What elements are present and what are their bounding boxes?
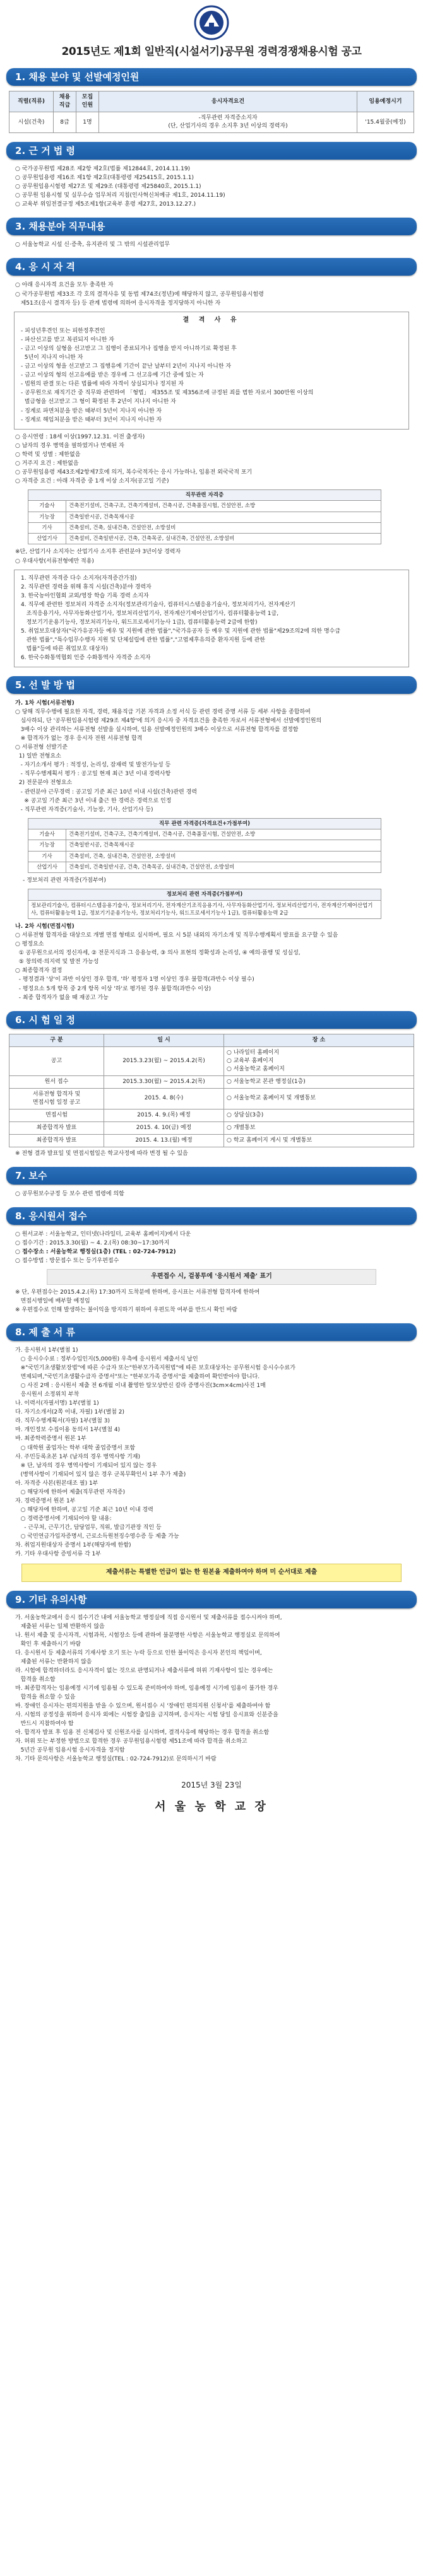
table-cell: 기능장 bbox=[28, 840, 66, 851]
qual-line: ○ 국가공무원법 제33조 각 호의 결격사유 및 동법 제74조(정년)에 해당하지 않고, 공무원임용시험령 bbox=[15, 291, 264, 298]
selection-line: ※ 합격자가 없는 경우 응시자 전원 서류전형 합격 bbox=[15, 735, 143, 742]
section-qualification bbox=[6, 276, 417, 667]
section-title: 응 시 자 격 bbox=[28, 261, 75, 273]
table-row bbox=[28, 840, 381, 851]
table-header: 장 소 bbox=[224, 1034, 414, 1046]
qual-line: ○ 공무원임용령 제43조제2항제7호에 의거, 복수국적자는 응시 가능하나, 임용전 외국국적 포기 bbox=[15, 469, 253, 476]
schedule-table bbox=[9, 1034, 414, 1147]
qual-line: ○ 남자의 경우 병역을 필하였거나 면제된 자 bbox=[15, 442, 124, 449]
selection-line: 3배수 이상 관리하는 서류전형 선발을 실시하여, 임용 선발예정인원의 3배수 이상으로 서류전형 합격자를 결정함 bbox=[15, 727, 299, 734]
doc-item: 나. 이력서(자필서명) 1부(별첨 1) bbox=[15, 1400, 99, 1407]
note-item: 합격을 취소함 bbox=[15, 1676, 56, 1683]
table-header: 채용 직급 bbox=[54, 91, 76, 112]
selection-line: - 직무관련 자격증(기술사, 기능장, 기사, 산업기사 등) bbox=[15, 806, 153, 813]
section-apply bbox=[6, 1225, 417, 1314]
table-cell: '15.4월중(예정) bbox=[357, 112, 414, 133]
docs-notice-banner: 제출서류는 특별한 언급이 없는 한 원본을 제출하여야 하며 미 순서대로 제출 bbox=[21, 1564, 402, 1582]
note-item: 반드시 지참하여야 함 bbox=[15, 1721, 74, 1728]
apply-line: ○ 접수장소 : 서울농학교 행정실(1층) (TEL : 02-724-7912) bbox=[15, 1249, 176, 1256]
table-cell: 면접시험 bbox=[9, 1109, 104, 1121]
qual-line: 제51조(응시 결격자 등) 등 관계 법령에 의하여 응시자격을 정지당하지 아니한 자 bbox=[15, 300, 221, 307]
table-cell: ○ 서울농학교 본관 행정실(1층) bbox=[224, 1075, 414, 1088]
section-heading-5: 5. 선 발 방 법 bbox=[6, 676, 417, 694]
table-cell: 2015. 4. 10(금) 예정 bbox=[104, 1121, 224, 1134]
table-cell: 산업기사 bbox=[28, 534, 66, 544]
section-heading-3: 3. 채용분야 직무내용 bbox=[6, 218, 417, 235]
table-cell: ○ 나라일터 홈페이지 ○ 교육부 홈페이지 ○ 서울농학교 홈페이지 bbox=[224, 1046, 414, 1075]
pref-cert-table-title: 직무 관련 자격증(자격요건+가점부여) bbox=[28, 818, 381, 829]
table-cell: -직무관련 자격증소지자 (단, 산업기사의 경우 소지후 3년 이상의 경력자) bbox=[99, 112, 357, 133]
table-cell: 건축일반시공, 건축목재시공 bbox=[66, 512, 381, 522]
table-cell: 건축전기설비, 건축구조, 건축기계설비, 건축시공, 건축품질시험, 건설안전, 소방 bbox=[66, 829, 381, 840]
section-title: 제 출 서 류 bbox=[28, 1326, 75, 1338]
doc-item: 차. 취업지원대상자 증명서 1부(해당자에 한함) bbox=[15, 1542, 131, 1549]
note-item: 확인 후 제출하시기 바람 bbox=[15, 1641, 81, 1648]
table-header-row bbox=[9, 91, 414, 112]
table-cell: 기술사 bbox=[28, 501, 66, 512]
note-item: 차. 기타 문의사항은 서울농학교 행정실(TEL : 02-724-7912)로 문의하시기 바람 bbox=[15, 1756, 217, 1763]
section-heading-8b: 8. 제 출 서 류 bbox=[6, 1323, 417, 1341]
apply-note: ※ 우편접수로 인해 발생하는 불이익을 방지하기 위하여 우편도착 여부를 반드시 확인 바람 bbox=[15, 1306, 237, 1313]
section-duty bbox=[6, 235, 417, 249]
school-emblem-icon bbox=[194, 5, 229, 40]
notice-header bbox=[6, 0, 417, 59]
table-cell: 건축설비, 건축, 실내건축, 건설안전, 소방설비 bbox=[66, 522, 381, 533]
law-item: ○ 국가공무원법 제28조 제2항 제2호(법률 제12844호, 2014.11.19) bbox=[15, 166, 191, 173]
doc-item: ○ 응시수수료 : 정부수입인지(5,000원) 우측에 응시원서 제출서식 날인 bbox=[15, 1356, 198, 1363]
table-cell: 서류전형 합격자 및 면접시험 일정 공고 bbox=[9, 1088, 104, 1109]
table-cell: 8급 bbox=[54, 112, 76, 133]
section-title: 보수 bbox=[28, 1170, 47, 1182]
table-header: 임용예정시기 bbox=[357, 91, 414, 112]
section-heading-9: 9. 기타 유의사항 bbox=[6, 1591, 417, 1608]
section-heading-6: 6. 시 험 일 정 bbox=[6, 1011, 417, 1029]
cert-note: ※단, 산업기사 소지자는 산업기사 소지후 관련분야 3년이상 경력자 bbox=[15, 549, 181, 556]
section-number: 3 bbox=[15, 221, 22, 233]
table-cell: 기사 bbox=[28, 851, 66, 862]
page-title: 2015년도 제1회 일반직(시설서기)공무원 경력경쟁채용시험 공고 bbox=[61, 45, 362, 58]
table-header: 모집 인원 bbox=[76, 91, 99, 112]
table-cell: 2015.3.30(월) ~ 2015.4.2(목) bbox=[104, 1075, 224, 1088]
recruit-table bbox=[9, 91, 414, 133]
section-title: 응시원서 접수 bbox=[28, 1210, 87, 1222]
table-cell: 시설(건축) bbox=[9, 112, 54, 133]
apply-note: 면접시행일에 배부할 예정임 bbox=[15, 1297, 90, 1304]
doc-item: 카. 기타 우대사항 증빙서류 각 1부 bbox=[15, 1551, 101, 1558]
table-row bbox=[28, 851, 381, 862]
section-title: 채용 분야 및 선발예정인원 bbox=[28, 71, 140, 83]
selection-line: 심사하되, 단 '공무원임용시험령 제29조 제4항'에 의거 응시자 중 자격요건을 충족한 자로서 서류전형에서 선발예정인원의 bbox=[15, 718, 322, 725]
pref-item: 4. 직무에 관련한 정보처리 자격증 소지자(정보관리기술사, 컴퓨터시스템응용기술사, 정보처리기사, 전자계산기 bbox=[21, 601, 295, 608]
note-item: 나. 원서 제출 및 응시자격, 시험과목, 시험장소 등에 관하여 불분명한 사항은 서울농학교 행정실로 문의하여 bbox=[15, 1632, 280, 1639]
table-row bbox=[28, 501, 381, 512]
section-number: 1 bbox=[15, 71, 22, 83]
pref-item: 3. 한국농아인협회 교외/영장 학습 기록 경력 소지자 bbox=[21, 592, 149, 599]
doc-item: ○ 사진 2매 : 응시원서 제출 전 6개월 이내 촬영한 탈모상반신 칼라 증명사진(3cm×4cm)사진 1매 bbox=[15, 1383, 266, 1390]
doc-item: 가. 응시원서 1부(별첨 1) bbox=[15, 1347, 78, 1354]
note-item: 다. 응시원서 등 제출서류의 기재사항 오기 또는 누락 등으로 인한 불이익은 응시자 본인의 책임이며, bbox=[15, 1649, 262, 1656]
selection-line: ○ 서류전형 합격자를 대상으로 개별 면접 형태로 실시하며, 필요 시 5분 내외의 자기소개 및 직무수행계획서 발표를 요구할 수 있음 bbox=[15, 932, 338, 939]
table-cell: 2015. 4. 8(수) bbox=[104, 1088, 224, 1109]
note-item: 합격을 취소할 수 있음 bbox=[15, 1694, 76, 1701]
doc-item: 응시원서 소정위치 부착 bbox=[15, 1391, 80, 1398]
disq-item: - 금고 이상의 실형을 선고받고 그 집행이 종료되거나 집행을 받지 아니하기로 확정된 후 bbox=[21, 346, 237, 353]
selection-line: - 평정결과 '상'이 과반 이상인 경우 합격, '하' 평정자 1명 이상인 경우 불합격(과반수 이상 필수) bbox=[15, 976, 254, 983]
disq-item: 벌금형을 선고받고 그 형이 확정된 후 2년이 지나지 아니한 자 bbox=[21, 399, 176, 406]
schedule-note: ※ 전형 결과 발표일 및 면접시험일은 학교사정에 따라 변경 될 수 있음 bbox=[15, 1150, 188, 1157]
law-item: ○ 교육부 위임전결규정 제5조제1항(교육부 훈령 제27호, 2013.12.27.) bbox=[15, 201, 196, 208]
note-item: 마. 최종합격자는 임용예정 시기에 임용될 수 있도록 준비하여야 하며, 임용예정 시기에 임용이 불가한 경우 bbox=[15, 1685, 278, 1692]
note-item: 가. 서울농학교에서 응시 접수기간 내에 서울농학교 행정실에 직접 응시원서 및 제출서류를 접수시켜야 하며, bbox=[15, 1614, 282, 1621]
notice-date: 2015년 3월 23일 bbox=[181, 1781, 242, 1790]
section-number: 7 bbox=[15, 1170, 22, 1182]
law-item: ○ 공무원 임용시험 및 실무수습 업무처리 지침(인사혁신처예규 제1호, 2014.11.19) bbox=[15, 192, 225, 199]
section-number: 5 bbox=[15, 679, 22, 691]
section-heading-4: 4. 응 시 자 격 bbox=[6, 258, 417, 276]
table-cell: 산업기사 bbox=[28, 862, 66, 872]
table-cell: 공고 bbox=[9, 1046, 104, 1075]
selection-line: ⑤ 창의력·의지력 및 발전 가능성 bbox=[15, 959, 99, 966]
table-header: 직렬(직류) bbox=[9, 91, 54, 112]
selection-line: ※ 공고일 기준 최근 3년 이내 출근 한 경력은 경력으로 인정 bbox=[15, 797, 172, 804]
table-row bbox=[28, 534, 381, 544]
section-heading-2: 2. 근 거 법 령 bbox=[6, 142, 417, 160]
doc-item: ○ 해당자에 한하며, 공고일 기준 최근 10년 이내 경력 bbox=[15, 1506, 153, 1513]
disq-item: - 파산선고를 받고 복권되지 아니한 자 bbox=[21, 337, 114, 344]
disq-item: - 금고 이상의 형을 선고받고 그 집행유예 기간이 끝난 날부터 2년이 지나지 아니한 자 bbox=[21, 363, 232, 370]
doc-item: - 근무처, 근무기간, 담당업무, 직위, 발급기관장 직인 등 bbox=[15, 1524, 162, 1531]
duty-text: ○ 서울농학교 시설 신·증축, 유지관리 및 그 밖의 시설관리업무 bbox=[15, 242, 170, 249]
section-heading-8a: 8. 응시원서 접수 bbox=[6, 1207, 417, 1225]
doc-item: ※"국민기초생활보장법"에 따른 수급자 또는"한부모가족지원법"에 따른 보호대상자는 공무원시험 응시수수료가 bbox=[15, 1365, 295, 1372]
doc-item: ○ 대학원 졸업자는 학부 대학 졸업증명서 포함 bbox=[15, 1444, 136, 1451]
apply-line: ○ 원서교부 : 서울농학교, 인터넷(나라일터, 교육부 홈페이지)에서 다운 bbox=[15, 1231, 191, 1238]
table-cell: 2015. 4. 13.(월) 예정 bbox=[104, 1135, 224, 1147]
law-item: ○ 공무원임용시험령 제27조 및 제29조 (대통령령 제25840호, 2015.1.1) bbox=[15, 184, 201, 190]
table-row bbox=[9, 1135, 414, 1147]
apply-line: ○ 접수방법 : 방문접수 또는 등기우편접수 bbox=[15, 1258, 119, 1265]
pref-item: 5. 취업보호대상자("국가유공자등 예우 및 지원에 관한 법률","국가유공자 등 예우 및 지원에 관한 법률"제29조의2에 의한 명수급 bbox=[21, 628, 341, 635]
table-header-row bbox=[28, 818, 381, 829]
table-cell: 2015.3.23(월) ~ 2015.4.2(목) bbox=[104, 1046, 224, 1075]
disq-item: - 징계로 파면처분을 받은 때부터 5년이 지나지 아니한 자 bbox=[21, 407, 162, 414]
cert-table bbox=[28, 489, 381, 545]
selection-line: ① 공무원으로서의 정신자세, ② 전문지식과 그 응용능력, ③ 의사 표현의 정확성과 논리성, ④ 예의·품행 및 성실성, bbox=[15, 950, 301, 957]
doc-item: (병역사항이 기재되어 있지 않은 경우 군복무확인서 1부 추가 제출) bbox=[15, 1471, 186, 1478]
table-row bbox=[9, 1121, 414, 1134]
note-item: 라. 시험에 합격하더라도 응시자격이 없는 것으로 판명되거나 제출서류에 허위 기재사항이 있는 경우에는 bbox=[15, 1667, 273, 1674]
doc-item: 라. 직무수행계획서(자필) 1부(별첨 3) bbox=[15, 1418, 110, 1425]
selection-line: ○ 당해 직무수행에 필요한 자격, 경력, 채용직급 기본 자격과 소정 서식 등 관련 경력 증명 서류 등 세부 사항을 종합하여 bbox=[15, 709, 311, 716]
section-title: 기타 유의사항 bbox=[28, 1593, 87, 1605]
table-cell: 1명 bbox=[76, 112, 99, 133]
selection-line: 1) 일반 전형요소 bbox=[15, 753, 61, 760]
disqualification-title: 결 격 사 유 bbox=[182, 316, 241, 324]
disq-item: - 금고 이상의 형의 선고유예를 받은 경우에 그 선고유예 기간 중에 있는 자 bbox=[21, 372, 204, 379]
disq-item: - 피성년후견인 또는 피한정후견인 bbox=[21, 328, 105, 335]
table-row bbox=[28, 900, 381, 919]
table-cell: 최종합격자 발표 bbox=[9, 1121, 104, 1134]
table-cell: 기술사 bbox=[28, 829, 66, 840]
pref-heading: ○ 우대사항(서류전형에만 적용) bbox=[15, 558, 94, 565]
note-item: 아. 합격자 발표 후 임용 전 신체검사 및 신원조사를 실시하며, 결격사유에 해당하는 경우 합격을 취소함 bbox=[15, 1730, 270, 1736]
section-notes bbox=[6, 1608, 417, 1764]
doc-item: 사. 주민등록초본 1부 (남자의 경우 병역사항 기재) bbox=[15, 1453, 140, 1460]
note-item: 사. 시험의 공정성을 위하여 응시자 외에는 시험장 출입을 금지하며, 응시자는 시험 당일 응시표와 신분증을 bbox=[15, 1712, 278, 1719]
table-header: 응시자격요건 bbox=[99, 91, 357, 112]
note-item: 제출된 서류는 일체 반환하지 않음 bbox=[15, 1623, 105, 1630]
selection-line: ○ 평정요소 bbox=[15, 941, 44, 948]
envelope-notice: 우편접수 시, 겉봉투에 '응시원서 제출' 표기 bbox=[47, 1269, 376, 1285]
note-item: 바. 장애인 응시자는 편의지원을 받을 수 있으며, 원서접수 시 '장애인 편의지원 신청서'를 제출하여야 함 bbox=[15, 1703, 271, 1710]
qual-line: ○ 아래 응시자격 요건을 모두 충족한 자 bbox=[15, 282, 114, 289]
table-row bbox=[9, 1109, 414, 1121]
table-row bbox=[28, 829, 381, 840]
doc-item: ○ 해당자에 한하여 제출(직무관련 자격증) bbox=[15, 1489, 126, 1496]
table-row bbox=[28, 512, 381, 522]
table-cell: 건축일반시공, 건축목재시공 bbox=[66, 840, 381, 851]
table-cell: 건축전기설비, 건축구조, 건축기계설비, 건축시공, 건축품질시험, 건설안전, 소방 bbox=[66, 501, 381, 512]
table-cell: 최종합격자 발표 bbox=[9, 1135, 104, 1147]
table-header-row bbox=[28, 489, 381, 500]
disq-item: - 법원의 판결 또는 다른 법률에 따라 자격이 상실되거나 정지된 자 bbox=[21, 381, 184, 388]
section-docs bbox=[6, 1341, 417, 1582]
table-cell: 기능장 bbox=[28, 512, 66, 522]
section-title: 시 험 일 정 bbox=[28, 1014, 75, 1026]
doc-item: 면제되며,"국민기초생활수급자 증명서"또는 "한부모가족 증명서"를 제출하여 확인받아야 합니다. bbox=[15, 1374, 260, 1381]
table-header-row bbox=[28, 889, 381, 900]
selection-line: 가. 1차 시험(서류전형) bbox=[15, 700, 74, 707]
doc-item: 자. 경력증명서 원본 1부 bbox=[15, 1497, 76, 1504]
table-cell: 건축설비, 건축일반시공, 건축, 건축목공, 실내건축, 건설안전, 소방설비 bbox=[66, 534, 381, 544]
section-selection bbox=[6, 694, 417, 1002]
doc-item: 다. 자기소개서(2쪽 이내, 자필) 1부(별첨 2) bbox=[15, 1409, 124, 1416]
section-title: 선 발 방 법 bbox=[28, 679, 75, 691]
table-header-row bbox=[9, 1034, 414, 1046]
selection-line: - 평정요소 5개 항목 중 2개 항목 이상 '하'로 평가된 경우 불합격(과반수 이상) bbox=[15, 985, 212, 992]
note-item: 제출된 서류는 반환하지 않음 bbox=[15, 1658, 92, 1665]
section-laws bbox=[6, 160, 417, 209]
disq-item: - 공무원으로 재직기간 중 직무와 관련하여 「형법」 제355조 및 제356조에 규정된 죄를 범한 자로서 300만원 이상의 bbox=[21, 390, 314, 397]
section-title: 채용분야 직무내용 bbox=[28, 221, 105, 233]
table-cell: 기사 bbox=[28, 522, 66, 533]
pay-text: ○ 공무원보수규정 등 보수 관련 법령에 의함 bbox=[15, 1191, 124, 1198]
pref-cert-table bbox=[28, 818, 381, 874]
selection-line: 나. 2차 시험(면접시험) bbox=[15, 923, 74, 930]
table-cell: 건축설비, 건축, 실내건축, 건설안전, 소방설비 bbox=[66, 851, 381, 862]
table-cell: 2015. 4. 9.(목) 예정 bbox=[104, 1109, 224, 1121]
section-number: 6 bbox=[15, 1014, 22, 1026]
doc-item: ○ 경력증명서에 기재되어야 할 내용: bbox=[15, 1515, 112, 1522]
info-cert-label: - 정보처리 관련 자격증(가점부여) bbox=[23, 877, 106, 884]
section-heading-7: 7. 보수 bbox=[6, 1167, 417, 1185]
table-cell: ○ 개별통보 bbox=[224, 1121, 414, 1134]
signer-name: 서 울 농 학 교 장 bbox=[155, 1800, 268, 1813]
apply-line: ○ 접수기간 : 2015.3.30(월) ~ 4. 2.(목) 08:30~17:30까지 bbox=[15, 1240, 170, 1247]
table-row bbox=[9, 1046, 414, 1075]
selection-line: - 최종 합격자가 없을 때 재공고 가능 bbox=[15, 994, 109, 1001]
apply-note: ※ 단, 우편접수는 2015.4.2.(목) 17:30까지 도착분에 한하며, 응시표는 서류전형 합격자에 한하여 bbox=[15, 1289, 260, 1296]
qual-line: ○ 자격증 요건 : 아래 자격증 중 1개 이상 소지자(공고일 기준) bbox=[15, 477, 169, 484]
section-number: 8 bbox=[15, 1210, 22, 1222]
doc-item: ※ 단, 남자의 경우 병역사항이 기재되어 있지 않는 경우 bbox=[15, 1462, 157, 1469]
section-number: 8 bbox=[15, 1326, 22, 1338]
qual-line: ○ 거주지 요건 : 제한없음 bbox=[15, 460, 79, 467]
table-cell: ○ 서울농학교 홈페이지 및 개별통보 bbox=[224, 1088, 414, 1109]
table-header: 구 분 bbox=[9, 1034, 104, 1046]
note-item: 5년간 공무원 임용시험 응시자격을 정지함 bbox=[15, 1747, 125, 1754]
selection-line: - 직무수행계획서 평가 : 공고일 현재 최근 3년 이내 경력사항 bbox=[15, 771, 171, 778]
qual-line: ○ 응시연령 : 18세 이상(1997.12.31. 이전 출생자) bbox=[15, 433, 145, 440]
info-cert-table bbox=[28, 889, 381, 919]
pref-item: 관한 법률","특수임무수행자 지원 및 단체설립에 관한 법률","고엽제후유의증 환자지원 등에 관한 bbox=[21, 636, 265, 643]
table-row bbox=[9, 1088, 414, 1109]
pref-item: 조직응용기사, 사무자동화산업기사, 정보처리산업기사, 전자계산기제어산업기사, 컴퓨터활용능력 1급, bbox=[21, 610, 279, 617]
table-cell: 건축설비, 건축일반시공, 건축, 건축목공, 실내건축, 건설안전, 소방설비 bbox=[66, 862, 381, 872]
table-row bbox=[28, 522, 381, 533]
note-item: 자. 허위 또는 부정한 방법으로 합격한 경우 공무원임용시험령 제51조에 따라 합격을 취소하고 bbox=[15, 1738, 247, 1745]
section-schedule bbox=[6, 1029, 417, 1159]
doc-item: 아. 자격증 사본(원본대조 필) 1부 bbox=[15, 1480, 98, 1487]
law-item: ○ 공무원임용령 제16조 제1항 제2호(대통령령 제25415호, 2015.1.1) bbox=[15, 175, 194, 182]
section-heading-1: 1. 채용 분야 및 선발예정인원 bbox=[6, 68, 417, 86]
section-number: 9 bbox=[15, 1593, 22, 1605]
disqualification-box bbox=[14, 312, 409, 430]
table-cell: ○ 상담실(3층) bbox=[224, 1109, 414, 1121]
qual-line: ○ 학력 및 성별 : 제한없음 bbox=[15, 451, 81, 458]
table-row bbox=[9, 112, 414, 133]
selection-line: - 관련분야 근무경력 : 공고일 기준 최근 10년 이내 시설(건축)관련 경력 bbox=[15, 788, 197, 795]
doc-item: 바. 최종학력증명서 원본 1부 bbox=[15, 1436, 86, 1443]
section-number: 2 bbox=[15, 145, 22, 157]
section-number: 4 bbox=[15, 261, 22, 273]
table-cell: 정보관리기술사, 컴퓨터시스템응용기술사, 정보처리기사, 전자계산기조직응용기사, 사무자동화산업기사, 정보처리산업기사, 전자계산기제어산업기사, 컴퓨터활용능력 1급, 정보기기운용기능사, 정보처리기능사, 워드프로세서기능사 1급), 컴퓨터활용능력 2급 bbox=[28, 900, 381, 919]
table-cell: 원서 접수 bbox=[9, 1075, 104, 1088]
selection-line: - 자기소개서 평가 : 적정성, 논리성, 잠재력 및 발전가능성 등 bbox=[15, 762, 171, 769]
selection-line: ○ 최종합격자 결정 bbox=[15, 968, 63, 975]
doc-item: ○ 국민연금가입자증명서, 근로소득원천징수영수증 등 제출 가능 bbox=[15, 1533, 179, 1540]
disq-item: 5년이 지나지 아니한 자 bbox=[21, 354, 83, 361]
table-row bbox=[28, 862, 381, 872]
info-cert-table-title: 정보처리 관련 자격증(가점부여) bbox=[28, 889, 381, 900]
preference-box bbox=[14, 570, 409, 667]
pref-item: 법률"등에 따른 취업보호 대상자) bbox=[21, 645, 108, 652]
pref-item: 정보기기운용기능사, 정보처리기능사, 워드프로세서기능사 1급), 컴퓨터활용능력 2급에 한함) bbox=[21, 619, 258, 626]
pref-item: 6. 한국수화통역협회 인증 수화통역사 자격증 소지자 bbox=[21, 654, 151, 661]
disq-item: - 징계로 해임처분을 받은 때부터 3년이 지나지 아니한 자 bbox=[21, 416, 162, 423]
selection-line: ○ 서류전형 선발기준 bbox=[15, 744, 68, 751]
table-cell: ○ 학교 홈페이지 게시 및 개별통보 bbox=[224, 1135, 414, 1147]
section-recruit bbox=[6, 86, 417, 133]
section-pay bbox=[6, 1185, 417, 1198]
selection-line: 2) 전문분야 전형요소 bbox=[15, 780, 73, 787]
table-row bbox=[9, 1075, 414, 1088]
table-header: 일 시 bbox=[104, 1034, 224, 1046]
cert-table-title: 직무관련 자격증 bbox=[28, 489, 381, 500]
section-title: 근 거 법 령 bbox=[28, 145, 75, 157]
pref-item: 1. 직무관련 자격증 다수 소지자(자격증간가점) bbox=[21, 575, 137, 582]
doc-item: 마. 개인정보 수집이용 동의서 1부(별첨 4) bbox=[15, 1427, 121, 1434]
pref-item: 2. 직무관련 경력을 위해 휴직 시설(건축)분야 경력자 bbox=[21, 583, 152, 590]
